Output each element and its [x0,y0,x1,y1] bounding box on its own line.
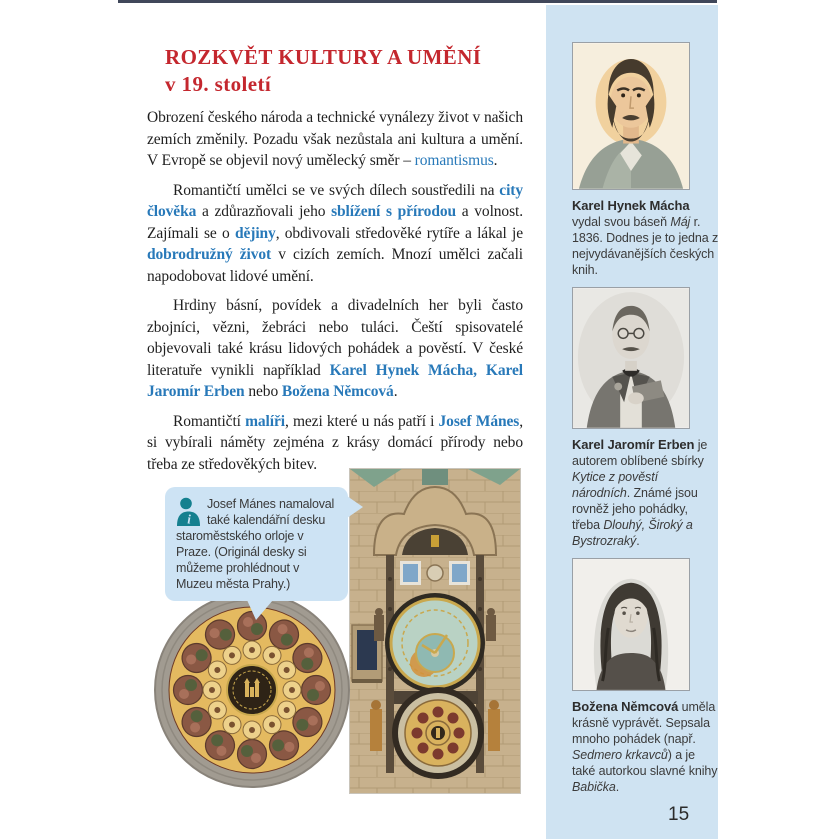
portrait-bozena-nemcova [572,558,690,691]
sidebar [546,5,718,839]
svg-text:i: i [187,511,191,526]
portrait-karel-jaromir-erben [572,287,690,429]
article-column [147,44,523,483]
top-rule [118,0,717,3]
caption-karel-jaromir-erben: Karel Jaromír Erben je autorem oblíbené sbírky Kytice z pověstí národních. Známé jsou rovněž jeho pohádky, třeba Dlouhý, Široký a Bystrozraký. [572,437,708,548]
bubble-tail-down [247,600,273,620]
page-title [165,44,523,98]
caption-karel-hynek-macha: Karel Hynek Mácha vydal svou báseň Máj r. 1836. Dodnes je to jedna z nejvydávanějších českých knih. [572,198,719,277]
paragraph-romantic-artists: Romantičtí umělci se ve svých dílech soustředili na city člověka a zdůrazňovali jeho sblížení s přírodou a volnost. Zajímali se o dějiny, obdivovali středověké rytíře a lákal je dobrodružný život v cizích zemích. Mnozí umělci začali napodobovat lidové umění. [147,181,524,285]
page-number: 15 [668,804,690,825]
note-text: Josef Mánes namaloval také kalendářní desku staroměstského orloje v Praze. (Originál desky si můžeme prohlédnout v Muzeu města Prahy.) [176,497,335,591]
page-title-line2: v 19. století [165,72,272,96]
note-bubble [165,487,348,601]
portrait-karel-hynek-macha [572,42,690,190]
caption-bozena-nemcova: Božena Němcová uměla krásně vyprávět. Sepsala mnoho pohádek (např. Sedmero krkavců) a je také autorkou slavné knihy Babička. [572,699,718,794]
page-title-line1: ROZKVĚT KULTURY A UMĚNÍ [165,45,482,69]
calendar-disc-image [153,591,351,789]
bubble-tail-right [347,496,363,518]
paragraph-painters: Romantičtí malíři, mezi které u nás patří i Josef Mánes, si vybírali náměty zejména z krásy domácí přírody nebo třeba ze středověkých bitev. [147,412,524,473]
astronomical-clock-photo [349,468,521,794]
paragraph-writers: Hrdiny básní, povídek a divadelních her byli často zbojníci, vězni, žebráci nebo tuláci. Čeští spisovatelé objevovali také krásu lidových pohádek a pověstí. V české literatuře vynikli například Karel Hynek Mácha, Karel Jaromír Erben nebo Božena Němcová. [147,297,523,400]
calendar-plate-graphic [153,591,351,789]
paragraph-intro: Obrození českého národa a technické vynálezy život v našich zemích změnily. Pozadu však nezůstala ani kultura a umění. V Evropě se objevil nový umělecký směr – romantismus. [147,109,523,169]
person-info-icon [176,497,201,526]
clock-tower-graphic [350,469,520,793]
